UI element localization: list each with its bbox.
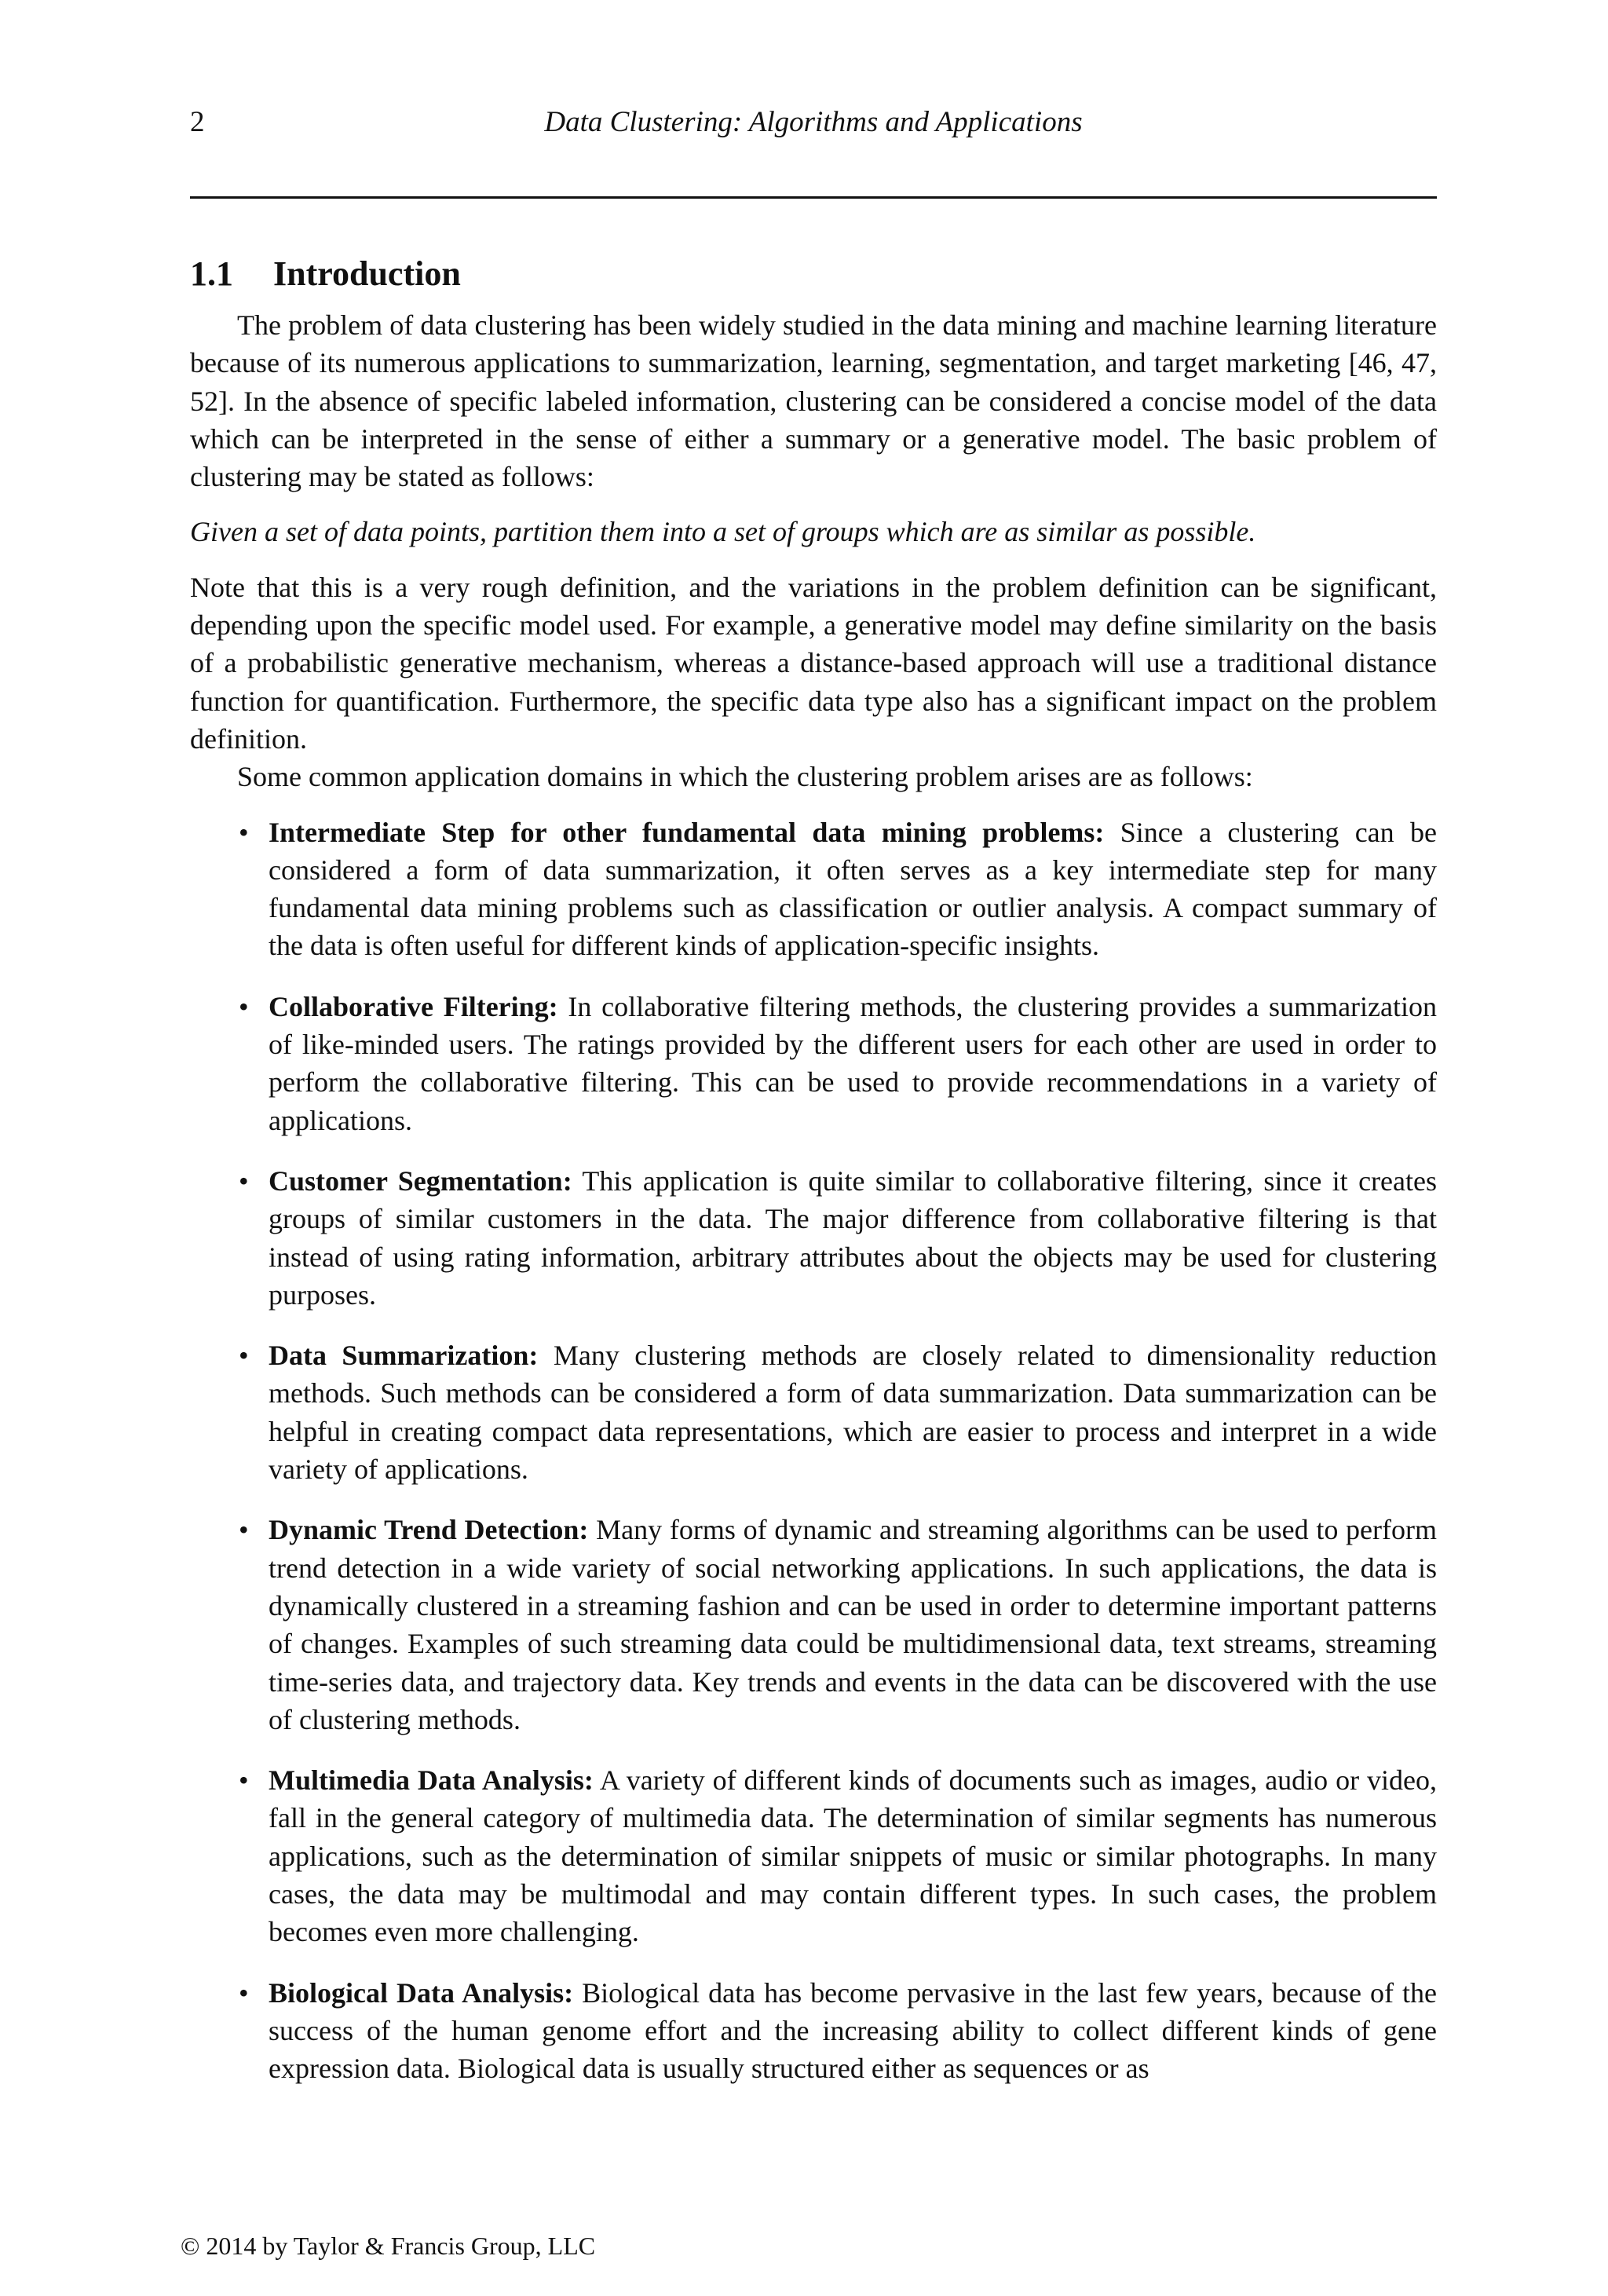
copyright-footer: © 2014 by Taylor & Francis Group, LLC: [181, 2232, 596, 2260]
intro-paragraph: The problem of data clustering has been widely studied in the data mining and machine learning literature because of its numerous applications to summarization, learning, segmentation, and target marketing [46, 47, 52]. In the absence of specific labeled information, clustering can be considered a concise model of the data which can be interpreted in the sense of either a summary or a generative model. The basic problem of clustering may be stated as follows:: [190, 309, 1437, 493]
list-item-term: Biological Data Analysis:: [269, 1976, 574, 2009]
list-item-text: In collaborative filtering methods, the clustering provides a summarization of like-minded users. The ratings provided by the different users for each other are used in order to perform the collaborative filtering. This can be used to provide recommendations in a variety of applications.: [269, 990, 1438, 1136]
list-item-intermediate-step: [190, 813, 1437, 965]
list-item-biological-data-analysis: [190, 1974, 1437, 2088]
list-item-term: Dynamic Trend Detection:: [269, 1514, 589, 1546]
list-item-term: Collaborative Filtering:: [269, 990, 558, 1022]
bullet-icon: •: [239, 816, 249, 848]
list-item-dynamic-trend-detection: [190, 1511, 1437, 1738]
list-item-term: Intermediate Step for other fundamental data mining problems:: [269, 816, 1105, 848]
list-item-text: Biological data has become pervasive in the last few years, because of the success of the human genome effort and the increasing ability to collect different kinds of gene expression data. Biological data is usually structured either as sequences or as: [269, 1976, 1438, 2085]
list-item-data-summarization: [190, 1336, 1437, 1488]
list-item-customer-segmentation: [190, 1162, 1437, 1314]
running-head: [190, 102, 1437, 143]
list-item-multimedia-data-analysis: [190, 1761, 1437, 1951]
list-item-text: A variety of different kinds of documents such as images, audio or video, fall in the general category of multimedia data. The determination of similar segments has numerous applications, such as the determination of similar snippets of music or similar photographs. In many cases, the data may be multimodal and may contain different types. In such cases, the problem becomes even more challenging.: [269, 1764, 1438, 1948]
bullet-icon: •: [239, 1764, 249, 1797]
page-number: 2: [190, 106, 205, 138]
list-item-term: Data Summarization:: [269, 1340, 539, 1372]
list-item-text: This application is quite similar to collaborative filtering, since it creates groups of similar customers in the data. The major difference from collaborative filtering is that instead of using rating information, arbitrary attributes about the objects may be used for clustering purposes.: [269, 1164, 1437, 1311]
section-title: Introduction: [273, 254, 461, 293]
running-title: Data Clustering: Algorithms and Applications: [544, 106, 1083, 138]
section-heading: [190, 250, 1437, 298]
page-body: [190, 250, 1437, 2110]
list-item-text: Since a clustering can be considered a form of data summarization, it often serves as a key intermediate step for many fundamental data mining problems such as classification or outlier analysis. A compact summary of the data is often useful for different kinds of application-specific insights.: [269, 816, 1437, 962]
list-item-term: Multimedia Data Analysis:: [269, 1764, 594, 1797]
section-number: 1.1: [190, 254, 233, 293]
bullet-icon: •: [239, 1340, 249, 1372]
list-item-text: Many forms of dynamic and streaming algorithms can be used to perform trend detection in a wide variety of social networking applications. In such applications, the data is dynamically clustered in a streaming fashion and can be used in order to determine important patterns of changes. Examples of such streaming data could be multidimensional data, text streams, streaming time-series data, and trajectory data. Key trends and events in the data can be discovered with the use of clustering methods.: [269, 1514, 1437, 1735]
bullet-icon: •: [239, 1514, 249, 1546]
application-domains-intro: Some common application domains in which the clustering problem arises are as follows:: [237, 761, 1253, 793]
list-item-collaborative-filtering: [190, 988, 1437, 1139]
list-item-term: Customer Segmentation:: [269, 1164, 572, 1197]
application-domains-list: [190, 813, 1437, 2088]
bullet-icon: •: [239, 1976, 249, 2009]
header-rule: [190, 196, 1437, 199]
bullet-icon: •: [239, 990, 249, 1022]
bullet-icon: •: [239, 1164, 249, 1197]
definition-note-paragraph: Note that this is a very rough definition, and the variations in the problem definition can be significant, depending upon the specific model used. For example, a generative model may define similarity on the basis of a probabilistic generative mechanism, whereas a distance-based approach will use a traditional distance function for quantification. Furthermore, the specific data type also has a significant impact on the problem definition.: [190, 571, 1437, 755]
list-item-text: Many clustering methods are closely related to dimensionality reduction methods. Such methods can be considered a form of data summarization. Data summarization can be helpful in creating compact data representations, which are easier to process and interpret in a wide variety of applications.: [269, 1340, 1438, 1486]
clustering-definition: Given a set of data points, partition them into a set of groups which are as similar as possible.: [190, 516, 1256, 548]
